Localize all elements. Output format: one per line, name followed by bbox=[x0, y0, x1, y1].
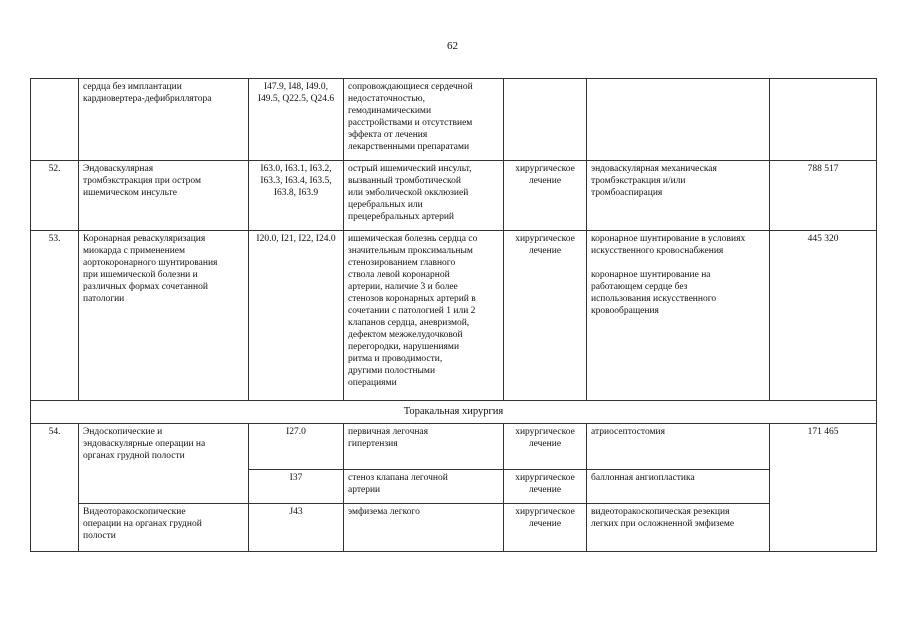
treatment-type-cell bbox=[504, 79, 587, 161]
service-name-cell bbox=[79, 424, 249, 504]
text-line: сочетании с патологией 1 или 2 bbox=[348, 306, 476, 316]
table-row bbox=[31, 231, 877, 401]
text-line: I63.8, I63.9 bbox=[273, 188, 319, 198]
text-line: стеноз клапана легочной bbox=[348, 473, 448, 483]
text-line: операции на органах грудной bbox=[83, 519, 202, 529]
service-name-cell bbox=[79, 161, 249, 231]
text-line: при ишемической болезни и bbox=[83, 270, 198, 280]
treatment-method-cell bbox=[587, 79, 770, 161]
treatment-method-cell bbox=[587, 231, 770, 401]
patient-model-cell bbox=[344, 79, 504, 161]
text-line: Видеоторакоскопические bbox=[83, 507, 186, 517]
text-line: ритма и проводимости, bbox=[348, 354, 443, 364]
page-number: 62 bbox=[447, 40, 458, 52]
treatment-method-cell bbox=[587, 504, 770, 552]
icd-codes-cell: J43 bbox=[249, 504, 344, 552]
service-name-cell bbox=[79, 79, 249, 161]
table-row bbox=[31, 79, 877, 161]
patient-model-cell bbox=[344, 504, 504, 552]
services-table bbox=[30, 78, 877, 552]
table-row bbox=[31, 161, 877, 231]
text-line: эффекта от лечения bbox=[348, 130, 428, 140]
text-line: эндоваскулярные операции на bbox=[83, 439, 206, 449]
text-line: работающем сердце без bbox=[591, 282, 688, 292]
text-line: использования искусственного bbox=[591, 294, 717, 304]
treatment-type-cell bbox=[504, 504, 587, 552]
row-number-cell: 54. bbox=[31, 424, 79, 552]
price-cell: 171 465 bbox=[770, 424, 877, 552]
treatment-method-cell bbox=[587, 161, 770, 231]
row-number-cell: 53. bbox=[31, 231, 79, 401]
icd-codes-cell: I27.0 bbox=[249, 424, 344, 470]
text-line: полости bbox=[83, 531, 116, 541]
text-line: лечение bbox=[528, 439, 562, 449]
text-line: значительным проксимальным bbox=[348, 246, 473, 256]
price-cell: 445 320 bbox=[770, 231, 877, 401]
text-line: другими полостными bbox=[348, 366, 436, 376]
price-cell bbox=[770, 79, 877, 161]
text-line: легких при осложненной эмфиземе bbox=[591, 519, 735, 529]
text-line: клапанов сердца, аневризмой, bbox=[348, 318, 470, 328]
text-line: хирургическое bbox=[515, 473, 575, 483]
text-line: патологии bbox=[83, 294, 125, 304]
text-line: прецеребральных артерий bbox=[348, 212, 454, 222]
text-line: I63.0, I63.1, I63.2, bbox=[260, 164, 332, 174]
text-line: баллонная ангиопластика bbox=[591, 473, 695, 483]
text-line: хирургическое bbox=[515, 507, 575, 517]
text-line: сердца без имплантации bbox=[83, 82, 182, 92]
text-line: тромбэкстракция при остром bbox=[83, 176, 201, 186]
text-line: лечение bbox=[528, 176, 562, 186]
text-line: дефектом межжелудочковой bbox=[348, 330, 463, 340]
text-line: тромбоаспирация bbox=[591, 188, 663, 198]
text-line: вызванный тромботической bbox=[348, 176, 461, 186]
treatment-type-cell bbox=[504, 231, 587, 401]
text-line: хирургическое bbox=[515, 234, 575, 244]
icd-codes-cell bbox=[249, 231, 344, 401]
text-line: эмфизема легкого bbox=[348, 507, 420, 517]
text-line: недостаточностью, bbox=[348, 94, 426, 104]
text-line: артерии bbox=[348, 485, 381, 495]
section-title: Торакальная хирургия bbox=[31, 401, 877, 424]
text-line: миокарда с применением bbox=[83, 246, 186, 256]
icd-codes-cell bbox=[249, 79, 344, 161]
text-line: Коронарная реваскуляризация bbox=[83, 234, 206, 244]
icd-codes-cell bbox=[249, 161, 344, 231]
text-line: I63.3, I63.4, I63.5, bbox=[260, 176, 332, 186]
text-line: стенозов коронарных артерий в bbox=[348, 294, 476, 304]
text-line: Эндоскопические и bbox=[83, 427, 163, 437]
text-line: лечение bbox=[528, 519, 562, 529]
text-line: ишемическая болезнь сердца со bbox=[348, 234, 478, 244]
text-line: искусственного кровоснабжения bbox=[591, 246, 724, 256]
treatment-type-cell bbox=[504, 161, 587, 231]
text-line: кровообращения bbox=[591, 306, 659, 316]
text-line: гемодинамическими bbox=[348, 106, 432, 116]
text-line: коронарное шунтирование в условиях bbox=[591, 234, 746, 244]
text-line: хирургическое bbox=[515, 164, 575, 174]
text-line: или эмболической окклюзией bbox=[348, 188, 469, 198]
treatment-method-cell bbox=[587, 424, 770, 470]
text-line: коронарное шунтирование на bbox=[591, 270, 711, 280]
patient-model-cell bbox=[344, 470, 504, 504]
text-line: острый ишемический инсульт, bbox=[348, 164, 472, 174]
patient-model-cell bbox=[344, 231, 504, 401]
service-name-cell bbox=[79, 231, 249, 401]
text-line: различных формах сочетанной bbox=[83, 282, 208, 292]
section-row bbox=[31, 401, 877, 424]
text-line: I47.9, I48, I49.0, bbox=[263, 82, 329, 92]
text-line: лекарственными препаратами bbox=[348, 142, 470, 152]
treatment-type-cell bbox=[504, 424, 587, 470]
table-row bbox=[31, 424, 877, 470]
treatment-type-cell bbox=[504, 470, 587, 504]
patient-model-cell bbox=[344, 424, 504, 470]
text-line: ствола левой коронарной bbox=[348, 270, 450, 280]
service-name-cell bbox=[79, 504, 249, 552]
text-line: стенозированием главного bbox=[348, 258, 456, 268]
text-line: гипертензия bbox=[348, 439, 398, 449]
text-line: кардиовертера-дефибриллятора bbox=[83, 94, 212, 104]
text-line: операциями bbox=[348, 378, 397, 388]
treatment-method-cell bbox=[587, 470, 770, 504]
text-line: сопровождающиеся сердечной bbox=[348, 82, 473, 92]
text-line: Эндоваскулярная bbox=[83, 164, 154, 174]
text-line: I20.0, I21, I22, I24.0 bbox=[256, 234, 336, 244]
spacer bbox=[591, 257, 765, 269]
text-line: перегородки, нарушениями bbox=[348, 342, 460, 352]
text-line: первичная легочная bbox=[348, 427, 429, 437]
row-number-cell: 52. bbox=[31, 161, 79, 231]
table-row bbox=[31, 504, 877, 552]
text-line: лечение bbox=[528, 246, 562, 256]
text-line: церебральных или bbox=[348, 200, 423, 210]
text-line: органах грудной полости bbox=[83, 451, 185, 461]
text-line: тромбэкстракция и/или bbox=[591, 176, 686, 186]
text-line: ишемическом инсульте bbox=[83, 188, 177, 198]
text-line: аортокоронарного шунтирования bbox=[83, 258, 218, 268]
icd-codes-cell: I37 bbox=[249, 470, 344, 504]
text-line: артерии, наличие 3 и более bbox=[348, 282, 458, 292]
text-line: хирургическое bbox=[515, 427, 575, 437]
text-line: I49.5, Q22.5, Q24.6 bbox=[257, 94, 335, 104]
price-cell: 788 517 bbox=[770, 161, 877, 231]
text-line: расстройствами и отсутствием bbox=[348, 118, 473, 128]
text-line: атриосептостомия bbox=[591, 427, 665, 437]
text-line: лечение bbox=[528, 485, 562, 495]
patient-model-cell bbox=[344, 161, 504, 231]
row-number-cell bbox=[31, 79, 79, 161]
text-line: видеоторакоскопическая резекция bbox=[591, 507, 730, 517]
text-line: эндоваскулярная механическая bbox=[591, 164, 717, 174]
